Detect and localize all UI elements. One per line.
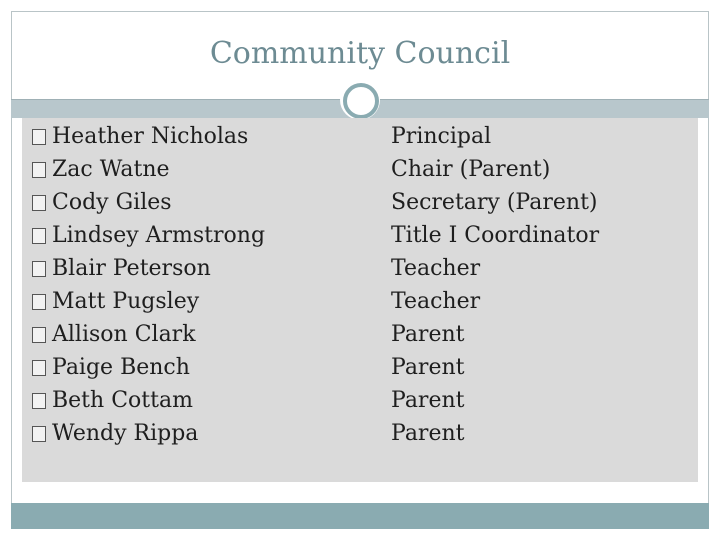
member-role: Principal bbox=[391, 124, 492, 149]
footer-band bbox=[11, 503, 709, 529]
member-name: Matt Pugsley bbox=[32, 285, 265, 318]
member-role: Teacher bbox=[391, 289, 481, 314]
member-role: Secretary (Parent) bbox=[391, 190, 598, 215]
member-role: Title I Coordinator bbox=[391, 223, 600, 248]
member-role: Parent bbox=[391, 421, 465, 446]
member-name: Paige Bench bbox=[32, 351, 265, 384]
member-name: Lindsey Armstrong bbox=[32, 219, 265, 252]
bullet-icon bbox=[32, 327, 46, 343]
bullet-icon bbox=[32, 360, 46, 376]
member-name: Blair Peterson bbox=[32, 252, 265, 285]
bullet-icon bbox=[32, 162, 46, 178]
bullet-icon bbox=[32, 129, 46, 145]
member-name: Cody Giles bbox=[32, 186, 265, 219]
member-name: Zac Watne bbox=[32, 153, 265, 186]
bullet-icon bbox=[32, 393, 46, 409]
member-name: Heather Nicholas bbox=[32, 120, 265, 153]
member-name: Allison Clark bbox=[32, 318, 265, 351]
bullet-icon bbox=[32, 195, 46, 211]
bullet-icon bbox=[32, 228, 46, 244]
bullet-icon bbox=[32, 294, 46, 310]
member-role: Teacher bbox=[391, 256, 481, 281]
circle-ornament-icon bbox=[343, 83, 379, 119]
member-role: Parent bbox=[391, 388, 465, 413]
member-name-list bbox=[32, 120, 265, 450]
slide-title: Community Council bbox=[209, 36, 511, 71]
member-name: Wendy Rippa bbox=[32, 417, 265, 450]
member-name: Beth Cottam bbox=[32, 384, 265, 417]
member-role: Parent bbox=[391, 322, 465, 347]
bullet-icon bbox=[32, 426, 46, 442]
member-role: Parent bbox=[391, 355, 465, 380]
member-role-list bbox=[391, 120, 599, 450]
member-role: Chair (Parent) bbox=[391, 157, 551, 182]
bullet-icon bbox=[32, 261, 46, 277]
